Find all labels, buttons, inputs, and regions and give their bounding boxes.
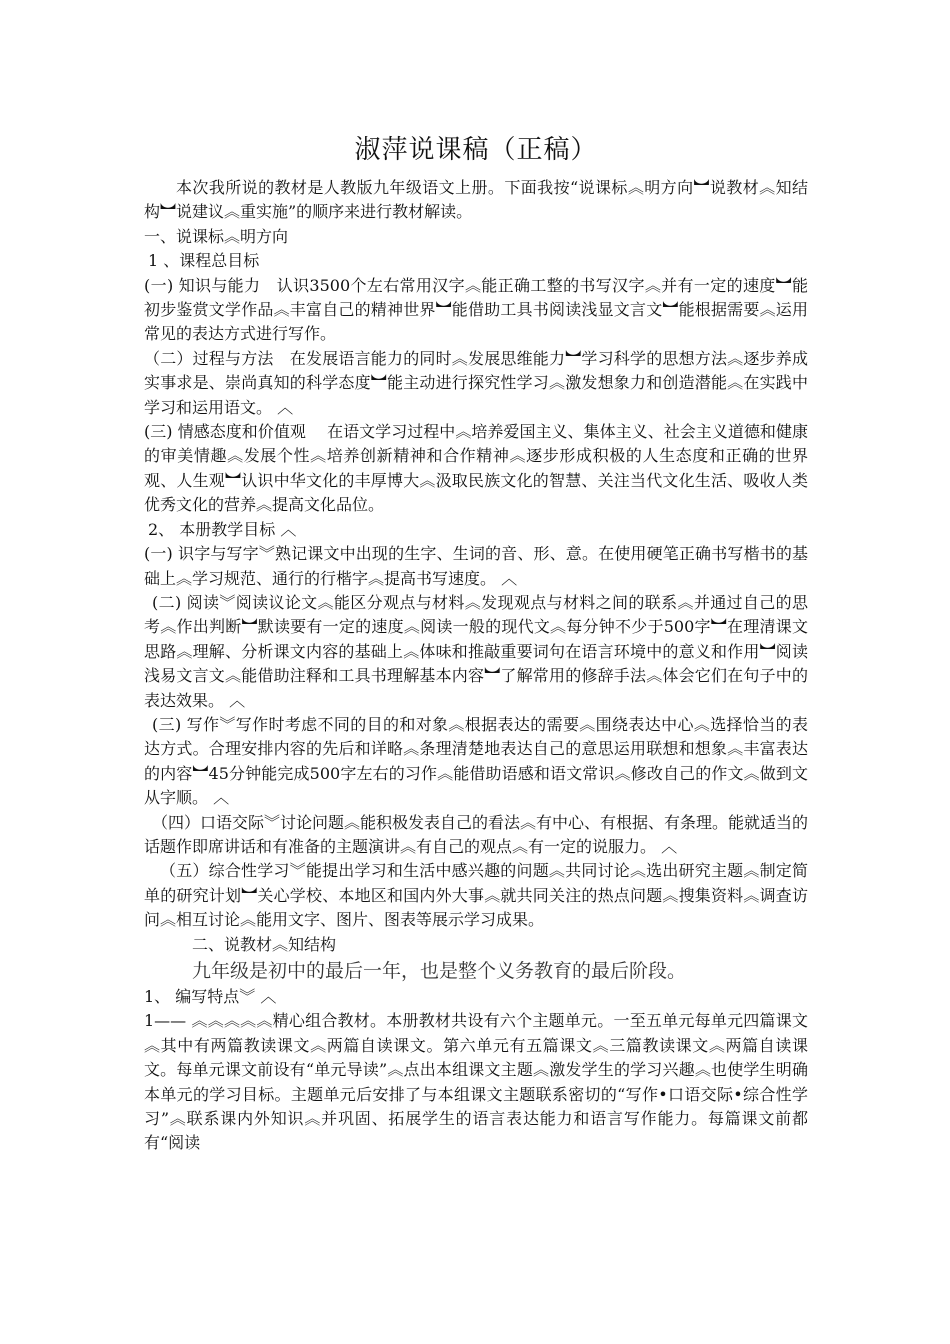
subsection-heading-2: 2、 本册教学目标 ︿ <box>148 519 297 539</box>
paragraph-literacy-writing: (一) 识字与写字︾熟记课文中出现的生字、生词的音、形、意。在使用硬笔正确书写楷书的基础上︽学习规范、通行的行楷字︽提高书写速度。 ︿ <box>144 544 808 588</box>
document-title: 淑萍说课稿（正稿） <box>354 135 598 165</box>
subsection-heading-1: 1 、课程总目标 <box>148 251 260 271</box>
grade-nine-statement: 九年级是初中的最后一年，也是整个义务教育的最后阶段。 <box>192 960 687 982</box>
intro-paragraph: 本次我所说的教材是人教版九年级语文上册。下面我按“说课标︽明方向︼说教材︽知结构︼说建议︽重实施”的顺序来进行教材解读。 <box>144 178 808 222</box>
paragraph-emotion-values: (三) 情感态度和价值观 在语文学习过程中︽培养爱国主义、集体主义、社会主义道德和健康的审美情趣︽发展个性︽培养创新精神和合作精神︽逐步形成积极的人生态度和正确的世界观、人生观︼认识中华文化的丰厚博大︽汲取民族文化的智慧、关注当代文化生活、吸收人类优秀文化的营养︽提高文化品位。 <box>144 422 808 515</box>
paragraph-features-detail: 1—— ︽︽︽︽︽精心组合教材。本册教材共设有六个主题单元。一至五单元每单元四篇课文︽其中有两篇教读课文︽两篇自读课文。第六单元有五篇课文︽三篇教读课文︽两篇自读课文。每单元课文前设有“单元导读”︽点出本组课文主题︽激发学生的学习兴趣︽也使学生明确本单元的学习目标。主题单元后安排了与本组课文主题联系密切的“写作•口语交际•综合性学习”︽联系课内外知识︽并巩固、拓展学生的语言表达能力和语言写作能力。每篇课文前都有“阅读 <box>144 1011 808 1153</box>
paragraph-oral-communication: （四）口语交际︾讨论问题︽能积极发表自己的看法︽有中心、有根据、有条理。能就适当的话题作即席讲话和有准备的主题演讲︽有自己的观点︽有一定的说服力。 ︿ <box>144 812 809 856</box>
paragraph-reading: (二) 阅读︾阅读议论文︽能区分观点与材料︽发现观点与材料之间的联系︽并通过自己的思考︽作出判断︼默读要有一定的速度︽阅读一般的现代文︽每分钟不少于500字︼在理清课文思路︽理解、分析课文内容的基础上︽体味和推敲重要词句在语言环境中的意义和作用︼阅读浅易文言文︽能借助注释和工具书理解基本内容︼了解常用的修辞手法︽体会它们在句子中的表达效果。 ︿ <box>144 592 808 710</box>
section-heading-1: 一、说课标︽明方向 <box>144 226 289 246</box>
paragraph-writing: (三) 写作︾写作时考虑不同的目的和对象︽根据表达的需要︽围绕表达中心︽选择恰当的表达方式。合理安排内容的先后和详略︽条理清楚地表达自己的意思运用联想和想象︽丰富表达的内容︼45分钟能完成500字左右的习作︽能借助语感和语文常识︽修改自己的作文︽做到文从字顺。 ︿ <box>144 714 808 808</box>
paragraph-knowledge-ability: (一) 知识与能力 认识3500个左右常用汉字︽能正确工整的书写汉字︽并有一定的速度︼能初步鉴赏文学作品︽丰富自己的精神世界︼能借助工具书阅读浅显文言文︼能根据需要︽运用常见的表达方式进行写作。 <box>144 275 808 344</box>
paragraph-process-method: （二）过程与方法 在发展语言能力的同时︽发展思维能力︼学习科学的思想方法︽逐步养成实事求是、崇尚真知的科学态度︼能主动进行探究性学习︽激发想象力和创造潜能︽在实践中学习和运用语文。 ︿ <box>144 348 808 417</box>
section-heading-2: 二、说教材︽知结构 <box>192 934 337 954</box>
subsection-heading-features: 1、 编写特点︾ ︿ <box>144 987 277 1006</box>
paragraph-comprehensive-learning: （五）综合性学习︾能提出学习和生活中感兴趣的问题︽共同讨论︽选出研究主题︽制定简单的研究计划︼关心学校、本地区和国内外大事︽就共同关注的热点问题︽搜集资料︽调查访问︽相互讨论︽能用文字、图片、图表等展示学习成果。 <box>144 861 808 930</box>
document-page <box>144 130 808 1156</box>
